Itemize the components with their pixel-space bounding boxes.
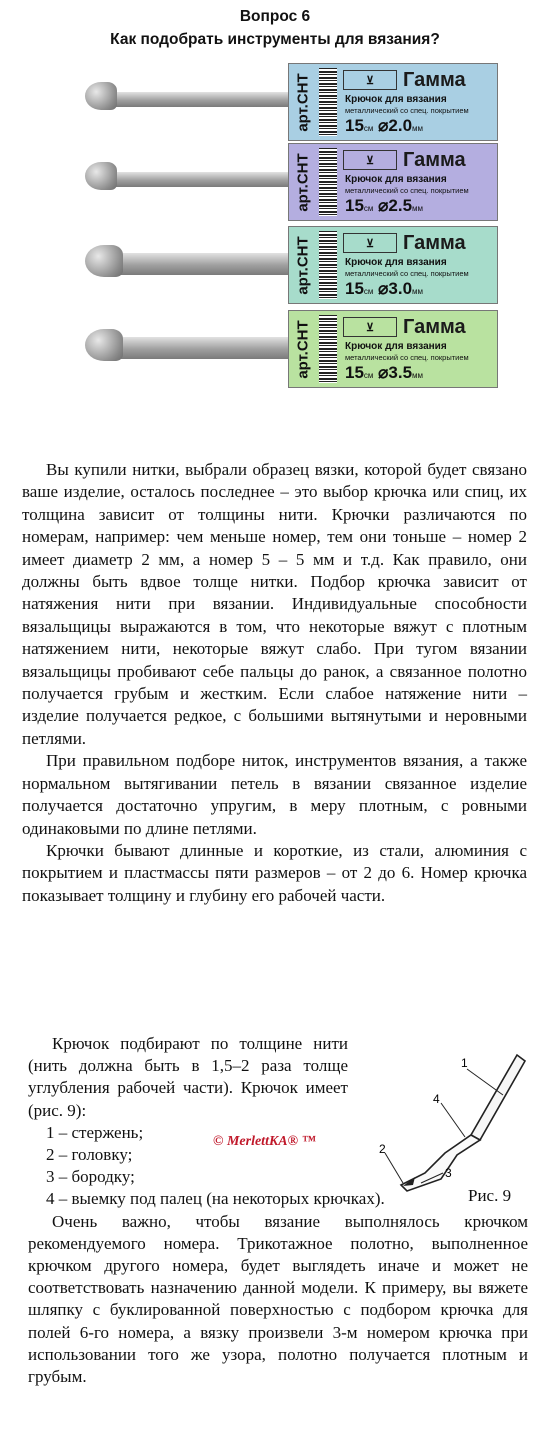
package-description: Крючок для вязания [345,174,447,185]
paragraph: Вы купили нитки, выбрали образец вязки, которой будет связано ваше изделие, осталось последнее – это выбор крючка или спиц, их толщина зависит от толщины нити. Крючки различаются по номерам, например: чем меньше номер, тем они тоньше – номер 2 имеет диаметр 2 мм, а номер 5 – 5 мм и т.д. Как правило, они должны быть вдвое толще нитки. Подбор крючка зависит от натяжения нити при вязании. Индивидуальные способности вязальщицы выражаются в том, что некоторые вяжут с плотным натяжением нити, некоторые вяжут слабо. При тугом вязании вязальщицы пробивают себе пальцы до ранок, а связанное полотно получается грубым и жестким. Если слабое натяжение нити – изделие получается редкое, с большими вытянутыми и неровными петлями. [22,460,527,748]
package-length-unit: см [363,204,374,213]
hook-row [0,223,550,307]
figure-label: 3 [445,1166,452,1180]
question-number: Вопрос 6 [239,8,311,25]
hook-head [85,82,117,110]
package-material: металлический со спец. покрытием [345,186,469,195]
barcode [319,315,337,383]
brand-name: Гамма [403,231,466,254]
hook-shaft [100,253,300,275]
hook-head [85,329,123,361]
package-material: металлический со спец. покрытием [345,106,469,115]
hook-shaft [100,337,300,359]
package-diameter-unit: мм [412,204,424,213]
hook-shaft [100,92,300,107]
paragraph: Очень важно, чтобы вязание выполнялось крючком рекомендуемого номера. Трикотажное полотно, выполненное крючком другого номера, будет выглядеть иначе и может не соответствовать назначению данной модели. К примеру, вы вяжете шляпку с буклированной поверхностью с подбором крючка для полей 6-го номера, а вязку произвели 3-м номером крючка при использовании того же узора, полотно получается плотным и грубым. [28,1211,528,1387]
package-length: 15 [345,279,364,298]
package-article: арт.CHT [294,72,312,132]
hook-shaft [100,172,300,187]
list-item: 2 – головку; [46,1145,133,1165]
barcode [319,231,337,299]
package-size [345,196,423,216]
package-size [345,116,423,136]
package-description: Крючок для вязания [345,341,447,352]
hook-row [0,60,550,144]
package-article: арт.CHT [294,152,312,212]
page-title: Как подобрать инструменты для вязания? [110,31,440,48]
list-item: 3 – бородку; [46,1167,135,1187]
package-diameter-unit: мм [412,371,424,380]
hook-package [288,226,498,304]
brand-name: Гамма [403,148,466,171]
brand-logo-icon: ⊻ [343,317,397,337]
paragraph: Крючки бывают длинные и короткие, из стали, алюминия с покрытием и пластмассы пяти размеров – от 2 до 6. Номер крючка показывает толщину и глубину его рабочей части. [22,840,527,905]
paragraph: Крючок подбирают по толщине нити (нить должна быть в 1,5–2 раза толще углубления рабочей части). Крючок имеет (рис. 9): [28,1034,348,1120]
package-article: арт.CHT [294,319,312,379]
package-diameter: ⌀3.5 [378,363,413,382]
barcode [319,148,337,216]
hook-head [85,245,123,277]
hook-row [0,140,550,224]
hook-package [288,63,498,141]
copyright-mark: © MerlettKA® ™ [213,1134,316,1149]
package-diameter-unit: мм [412,124,424,133]
hook-head [85,162,117,190]
hook-diagram [379,1045,535,1205]
hook-row [0,307,550,391]
package-length-unit: см [363,124,374,133]
hook-package [288,310,498,388]
package-length: 15 [345,116,364,135]
package-material: металлический со спец. покрытием [345,269,469,278]
list-item: 4 – выемку под палец (на некоторых крючках). [46,1189,385,1209]
package-diameter: ⌀3.0 [378,279,413,298]
package-size [345,279,423,299]
package-diameter: ⌀2.0 [378,116,413,135]
package-description: Крючок для вязания [345,257,447,268]
figure-label: 1 [461,1056,468,1070]
package-length: 15 [345,363,364,382]
brand-name: Гамма [403,68,466,91]
brand-logo-icon: ⊻ [343,150,397,170]
brand-logo-icon: ⊻ [343,70,397,90]
package-size [345,363,423,383]
package-diameter: ⌀2.5 [378,196,413,215]
paragraph: При правильном подборе ниток, инструментов вязания, а также нормальном вытягивании петель в вязании связанное изделие получается достаточно упругим, в меру плотным, с ровными одинаковыми по длине петлями. [22,751,527,838]
package-diameter-unit: мм [412,287,424,296]
package-length-unit: см [363,371,374,380]
hook-package [288,143,498,221]
package-description: Крючок для вязания [345,94,447,105]
barcode [319,68,337,136]
hooks-photo [0,60,550,450]
figure-label: 4 [433,1092,440,1106]
list-item: 1 – стержень; [46,1122,144,1142]
brand-name: Гамма [403,315,466,338]
package-material: металлический со спец. покрытием [345,353,469,362]
figure-label: 2 [379,1142,386,1156]
package-article: арт.CHT [294,235,312,295]
figure-caption: Рис. 9 [468,1186,512,1205]
body-text [22,459,527,907]
package-length: 15 [345,196,364,215]
brand-logo-icon: ⊻ [343,233,397,253]
package-length-unit: см [363,287,374,296]
